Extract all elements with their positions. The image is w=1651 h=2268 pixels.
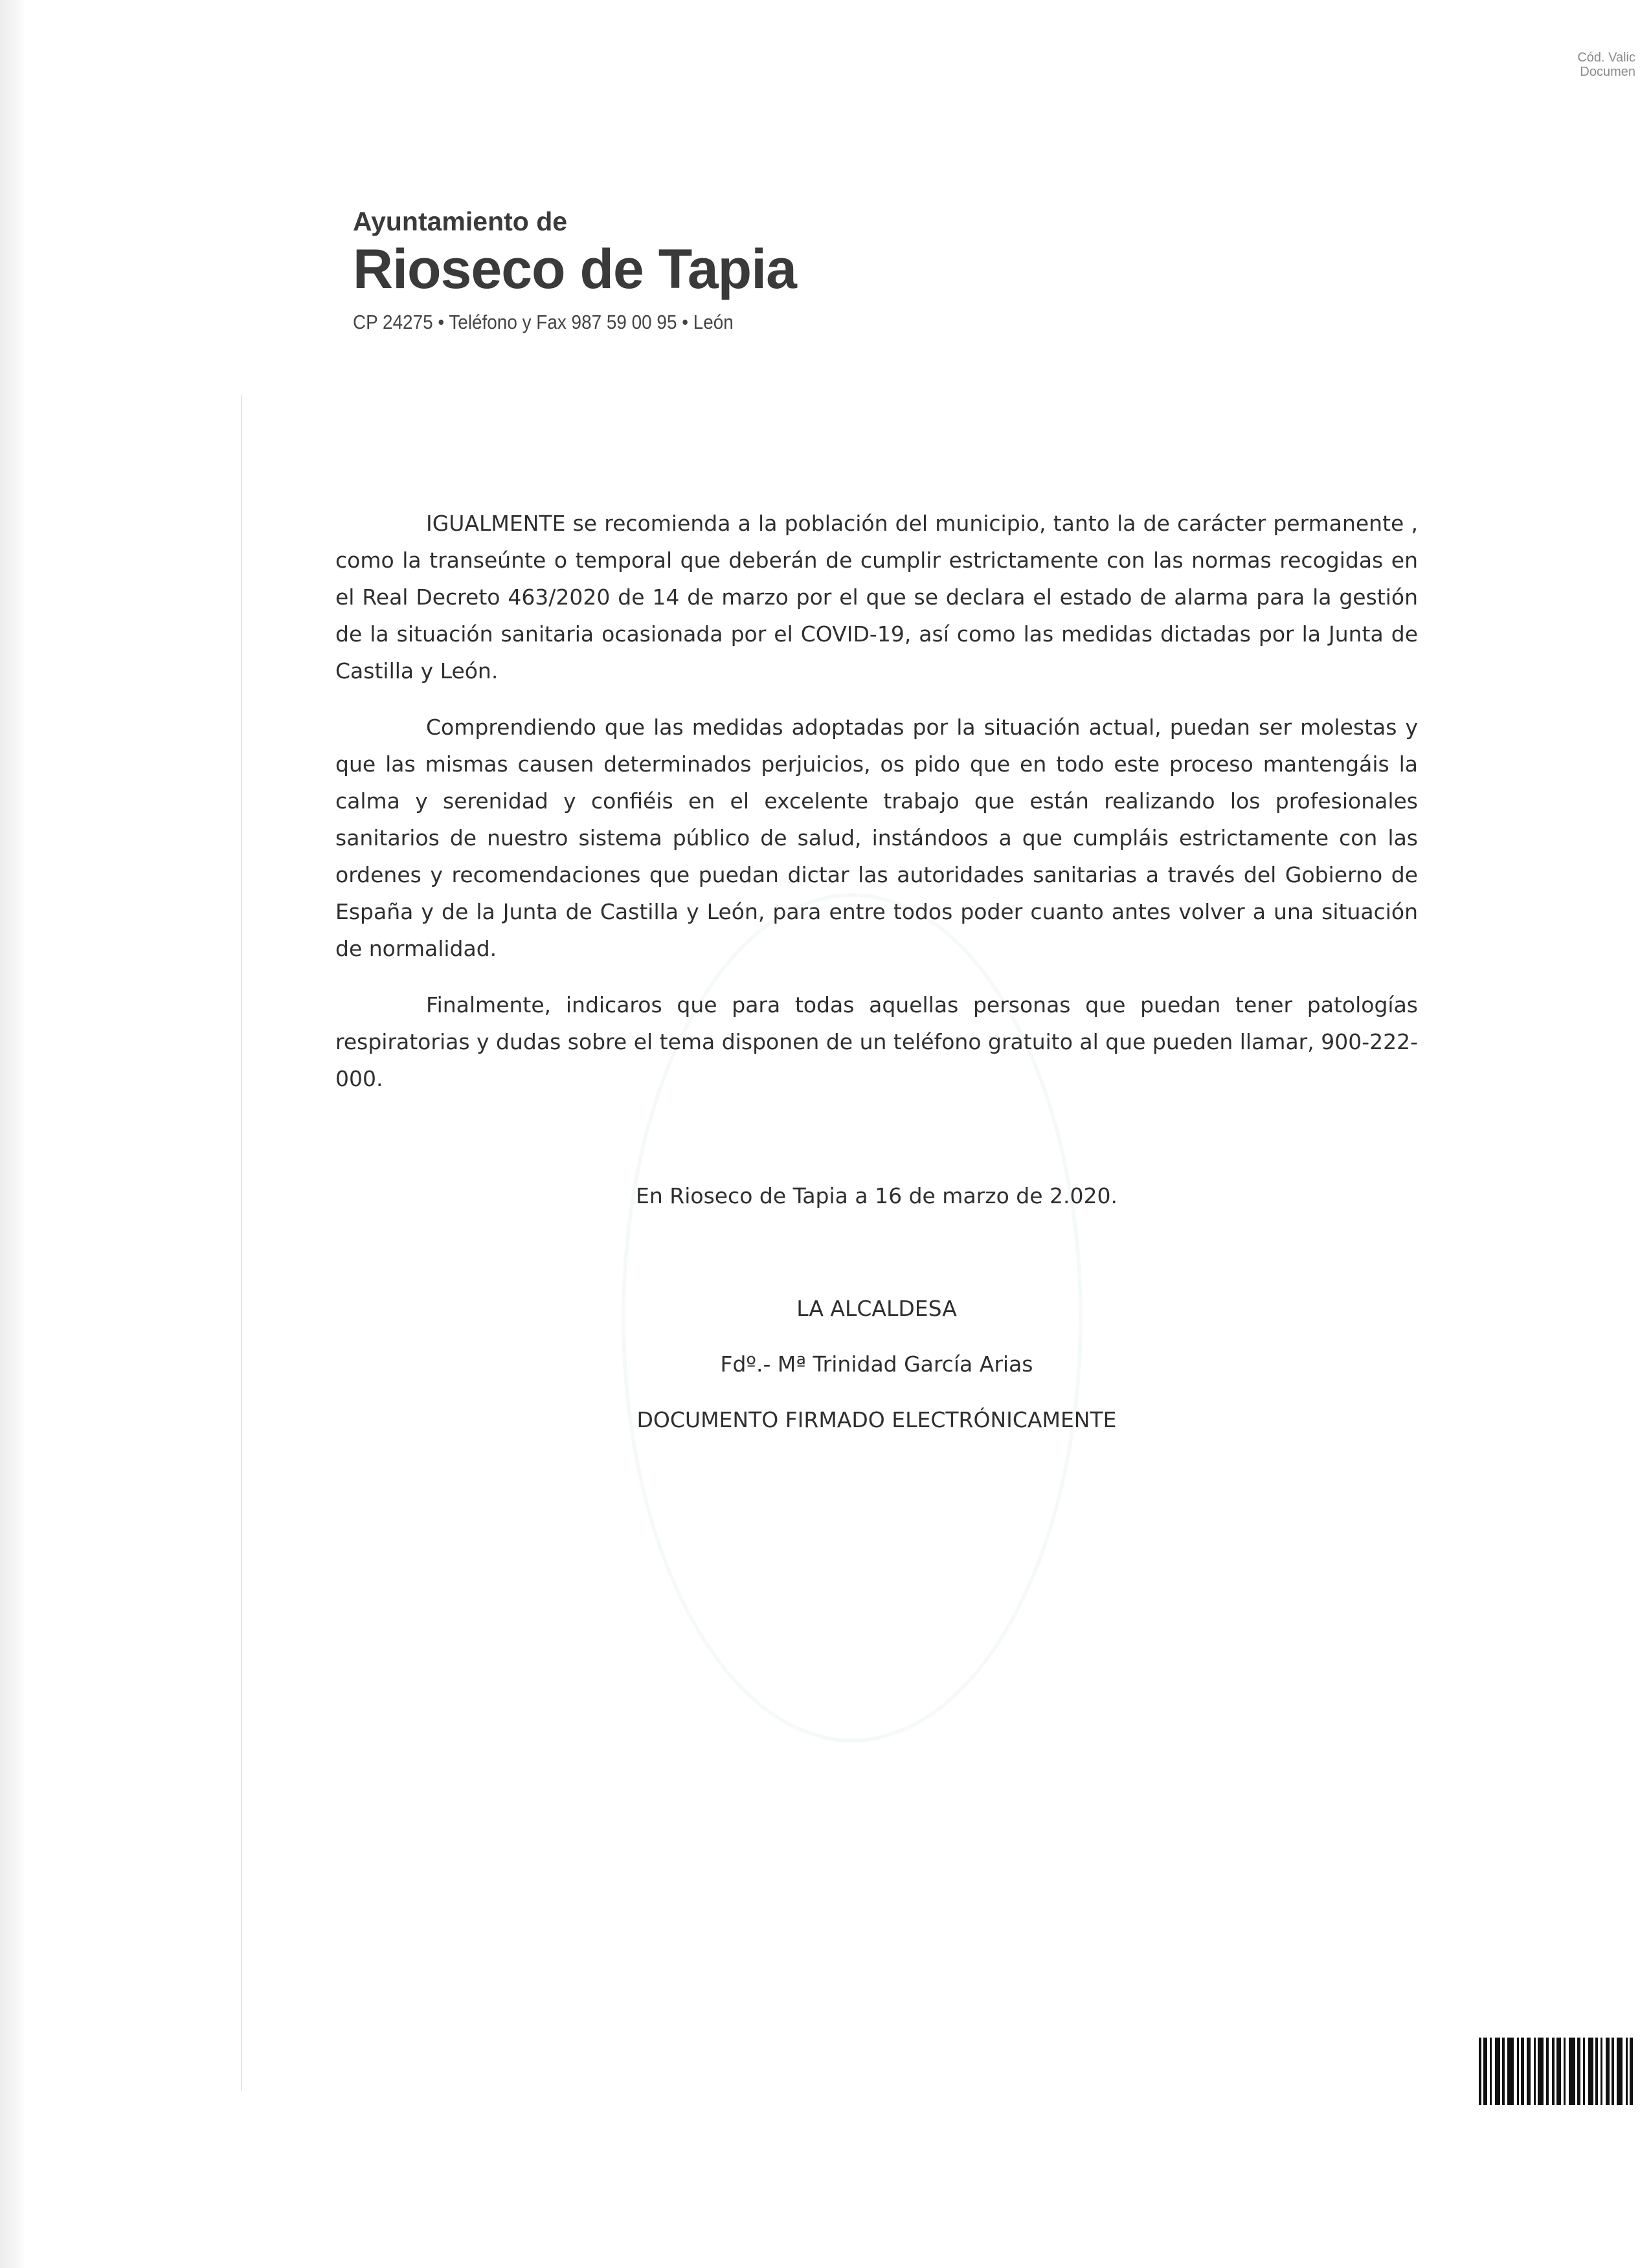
scan-edge-shadow [0, 0, 26, 2268]
barcode-bar [1495, 2038, 1500, 2105]
electronic-signature-notice: DOCUMENTO FIRMADO ELECTRÓNICAMENTE [636, 1407, 1117, 1432]
barcode-bar [1517, 2038, 1519, 2105]
barcode-icon [1479, 2038, 1635, 2105]
barcode-bar [1606, 2038, 1610, 2105]
barcode-bar [1617, 2038, 1623, 2105]
scan-line-artifact [241, 395, 242, 2091]
barcode-bar [1595, 2038, 1598, 2105]
barcode-bar [1556, 2038, 1561, 2105]
letterhead [353, 206, 796, 334]
barcode-bar [1521, 2038, 1524, 2105]
body-paragraph-2: Comprendiendo que las medidas adoptadas por la situación actual, puedan ser molestas y que las mismas causen determinados perjuicios, os pido que en todo este proceso mantengáis la calma y serenidad y confiéis en el excelente trabajo que están realizando los profesionales sanitarios de nuestro sistema público de salud, instándoos a que cumpláis estrictamente con las ordenes y recomendaciones que puedan dictar las autoridades sanitarias a través del Gobierno de España y de la Junta de Castilla y León, para entre todos poder cuanto antes volver a una situación de normalidad. [335, 715, 1418, 961]
letter-body [335, 505, 1418, 1117]
body-paragraph-1: IGUALMENTE se recomienda a la población del municipio, tanto la de carácter permanente , como la transeúnte o temporal que deberán de cumplir estrictamente con las normas recogidas en el Real Decreto 463/2020 de 14 de marzo por el que se declara el estado de alarma para la gestión de la situación sanitaria ocasionada por el COVID-19, así como las medidas dictadas por la Junta de Castilla y León. [335, 511, 1418, 684]
signer-name: Fdº.- Mª Trinidad García Arias [720, 1351, 1033, 1377]
barcode-bar [1612, 2038, 1614, 2105]
barcode-bar [1534, 2038, 1536, 2105]
barcode-bar [1502, 2038, 1505, 2105]
barcode-bar [1527, 2038, 1531, 2105]
barcode-bar [1569, 2038, 1575, 2105]
validation-code [1577, 50, 1635, 79]
barcode-bar [1564, 2038, 1566, 2105]
barcode-bar [1600, 2038, 1602, 2105]
barcode-bar [1483, 2038, 1487, 2105]
validation-line-1: Cód. Valic [1577, 50, 1635, 65]
barcode-bar [1507, 2038, 1514, 2105]
barcode-bar [1626, 2038, 1628, 2105]
letterhead-title: Rioseco de Tapia [353, 238, 796, 300]
barcode-bar [1588, 2038, 1593, 2105]
barcode-bar [1583, 2038, 1585, 2105]
barcode-bar [1490, 2038, 1492, 2105]
barcode-bar [1552, 2038, 1555, 2105]
barcode-bar [1546, 2038, 1549, 2105]
signer-role: LA ALCALDESA [796, 1296, 957, 1321]
barcode-bar [1538, 2038, 1544, 2105]
body-paragraph-3: Finalmente, indicaros que para todas aquellas personas que puedan tener patologías respiratorias y dudas sobre el tema disponen de un teléfono gratuito al que pueden llamar, 900-222-000. [335, 992, 1419, 1091]
letterhead-contact: CP 24275 • Teléfono y Fax 987 59 00 95 • León [353, 311, 734, 333]
validation-line-2: Documen [1580, 65, 1635, 79]
date-line: En Rioseco de Tapia a 16 de marzo de 2.020. [636, 1183, 1118, 1208]
letterhead-subtitle: Ayuntamiento de [353, 206, 568, 236]
barcode-bar [1577, 2038, 1580, 2105]
barcode-bar [1479, 2038, 1481, 2105]
barcode-bar [1630, 2038, 1633, 2105]
